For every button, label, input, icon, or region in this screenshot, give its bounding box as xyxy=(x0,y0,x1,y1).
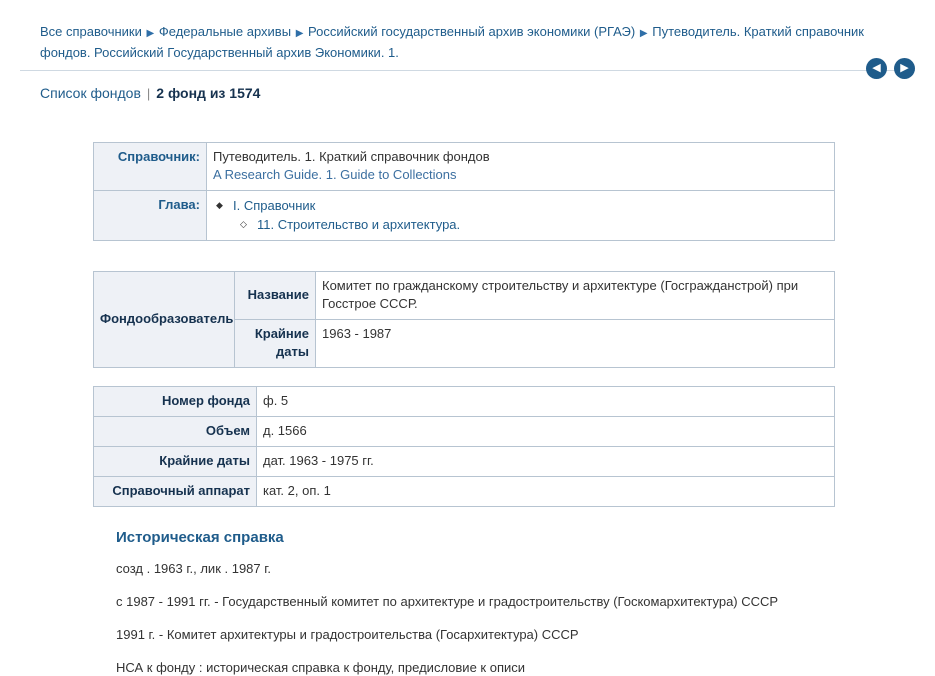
guide-title-ru: Путеводитель. 1. Краткий справочник фондов xyxy=(213,149,490,164)
next-record-button[interactable]: ▶ xyxy=(894,58,915,79)
spacer-top xyxy=(20,112,915,142)
chevron-right-icon: ▶ xyxy=(295,28,304,39)
spacer-guide-founder xyxy=(93,241,835,271)
previous-record-button[interactable]: ◀ xyxy=(866,58,887,79)
founder-dates-value: 1963 - 1987 xyxy=(316,320,835,368)
founder-row-label: Фондообразователь xyxy=(94,272,235,368)
fund-properties-table xyxy=(93,386,835,507)
chapter-label: Глава: xyxy=(94,191,207,241)
record-navigation xyxy=(866,58,915,79)
breadcrumb-item-1[interactable]: Федеральные архивы xyxy=(158,24,292,39)
founder-table xyxy=(93,271,835,368)
breadcrumb-item-2[interactable]: Российский государственный архив экономики (РГАЭ) xyxy=(308,24,636,39)
historical-note-paragraph-1: с 1987 - 1991 гг. - Государственный комитет по архитектуре и градостроительству (Госкомархитектура) СССР xyxy=(116,594,779,609)
prop-value-2: дат. 1963 - 1975 гг. xyxy=(257,447,835,477)
fund-subheader xyxy=(20,71,915,112)
fund-counter: 2 фонд из 1574 xyxy=(156,85,261,101)
breadcrumb-item-3: Путеводитель. Краткий справочник фондов. Российский Государственный архив Экономики. 1. xyxy=(40,24,864,60)
prop-label-0: Номер фонда xyxy=(94,387,257,417)
table-row xyxy=(94,143,835,191)
breadcrumb xyxy=(20,0,915,68)
prop-label-3: Справочный аппарат xyxy=(94,477,257,507)
prop-value-0: ф. 5 xyxy=(257,387,835,417)
chapter-item-level2[interactable] xyxy=(213,215,828,234)
spacer-founder-props xyxy=(93,368,835,386)
guide-table xyxy=(93,142,835,241)
historical-note-paragraph-2: 1991 г. - Комитет архитектуры и градостроительства (Госархитектура) СССР xyxy=(116,627,579,642)
founder-name-label: Название xyxy=(235,272,316,320)
chevron-right-icon: ▶ xyxy=(639,28,648,39)
fund-list-link[interactable]: Список фондов xyxy=(40,85,141,101)
guide-title-en: A Research Guide. 1. Guide to Collections xyxy=(213,167,457,182)
guide-label: Справочник: xyxy=(94,143,207,191)
historical-note-paragraph-3: НСА к фонду : историческая справка к фонду, предисловие к описи xyxy=(116,660,526,675)
breadcrumb-item-0[interactable]: Все справочники xyxy=(40,24,142,39)
prop-value-1: д. 1566 xyxy=(257,417,835,447)
table-row xyxy=(94,191,835,241)
chapter-link-level1[interactable]: I. Справочник xyxy=(233,198,316,213)
table-row xyxy=(94,447,835,477)
historical-note-title: Историческая справка xyxy=(116,529,284,546)
prop-label-2: Крайние даты xyxy=(94,447,257,477)
chapter-link-level2[interactable]: 11. Строительство и архитектура. xyxy=(257,217,461,232)
table-row xyxy=(94,272,835,320)
table-row xyxy=(94,387,835,417)
guide-value xyxy=(207,143,835,191)
table-row xyxy=(94,477,835,507)
founder-dates-label: Крайние даты xyxy=(235,320,316,368)
chevron-right-icon: ▶ xyxy=(146,28,155,39)
main-content xyxy=(20,142,915,507)
table-row xyxy=(94,417,835,447)
chapter-item-level1[interactable] xyxy=(213,196,828,215)
subheader-divider: | xyxy=(146,85,151,101)
historical-note-paragraph-0: созд . 1963 г., лик . 1987 г. xyxy=(116,561,272,576)
chapter-list xyxy=(213,196,828,234)
prop-value-3: кат. 2, оп. 1 xyxy=(257,477,835,507)
prop-label-1: Объем xyxy=(94,417,257,447)
chapter-value xyxy=(207,191,835,241)
historical-note-section xyxy=(20,529,915,676)
founder-name-value: Комитет по гражданскому строительству и архитектуре (Госгражданстрой) при Госстрое СССР. xyxy=(316,272,835,320)
